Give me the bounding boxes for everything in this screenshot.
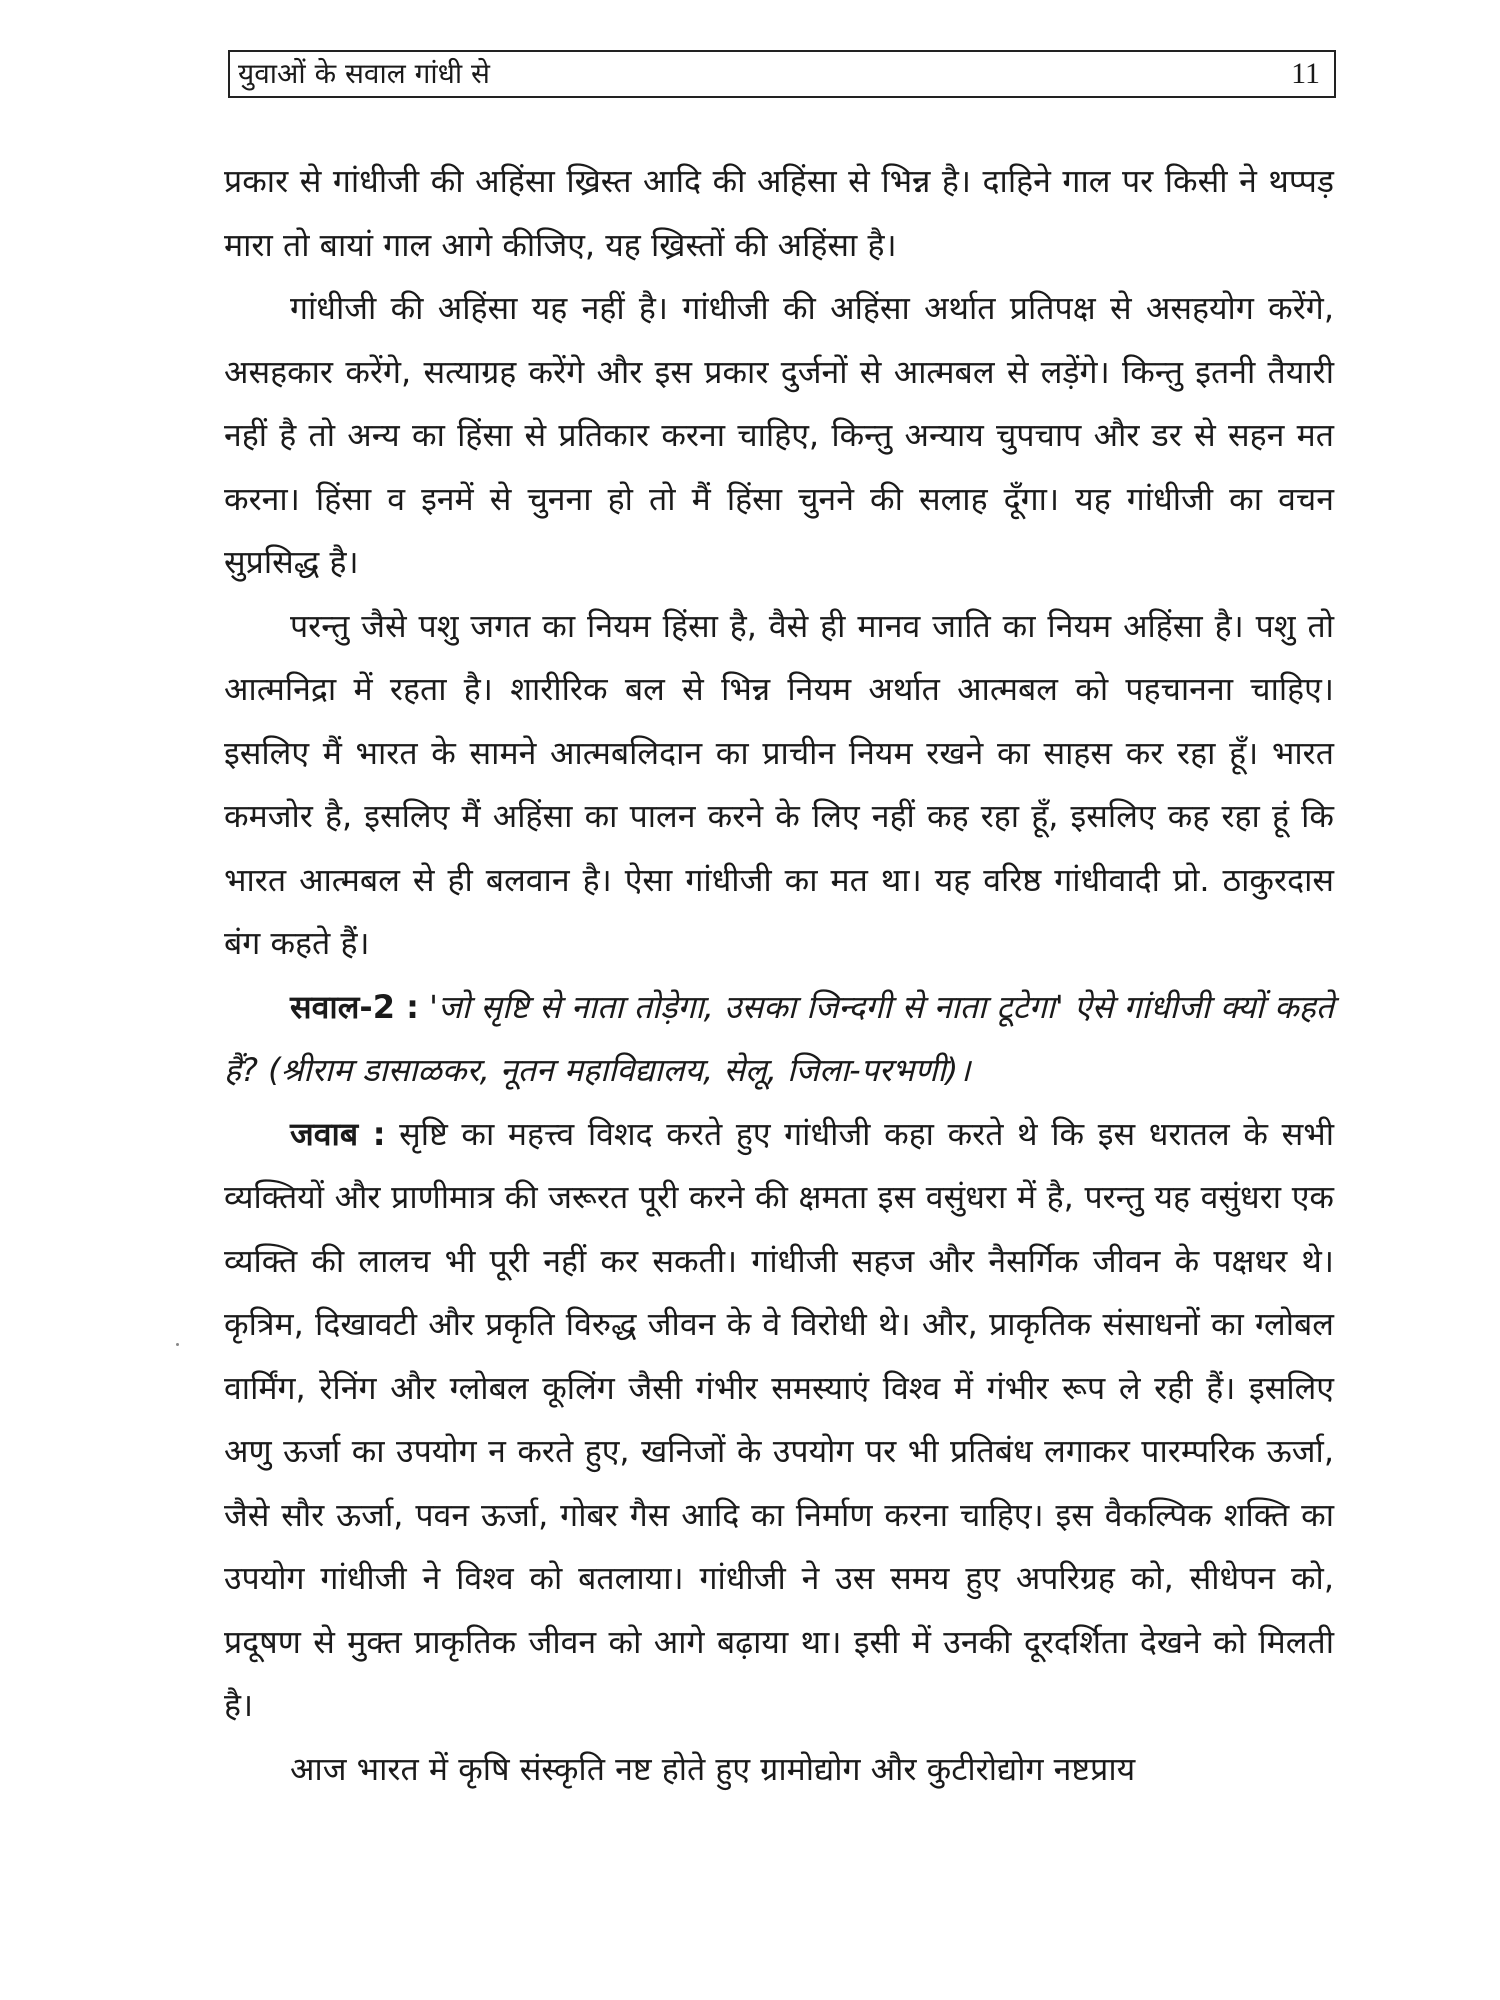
- scan-dot: [176, 1343, 179, 1346]
- body-text: [224, 150, 1334, 1801]
- paragraph-atmabal: परन्तु जैसे पशु जगत का नियम हिंसा है, वैसे ही मानव जाति का नियम अहिंसा है। पशु तो आत्मनिद्रा में रहता है। शारीरिक बल से भिन्न नियम अर्थात आत्मबल को पहचानना चाहिए। इसलिए मैं भारत के सामने आत्मबलिदान का प्राचीन नियम रखने का साहस कर रहा हूँ। भारत कमजोर है, इसलिए मैं अहिंसा का पालन करने के लिए नहीं कह रहा हूँ, इसलिए कह रहा हूं कि भारत आत्मबल से ही बलवान है। ऐसा गांधीजी का मत था। यह वरिष्ठ गांधीवादी प्रो. ठाकुरदास बंग कहते हैं।: [224, 606, 1334, 962]
- question-text: 'जो सृष्टि से नाता तोड़ेगा, उसका जिन्दगी से नाता टूटेगा' ऐसे गांधीजी क्यों कहते हैं? (श्रीराम डासाळकर, नूतन महाविद्यालय, सेलू, जिला-परभणी)।: [224, 987, 1334, 1089]
- answer-label: जवाब :: [290, 1114, 386, 1153]
- question-label: सवाल-2 :: [290, 987, 419, 1026]
- book-title: युवाओं के सवाल गांधी से: [238, 57, 490, 90]
- question-2: [224, 976, 1334, 1103]
- answer-text: सृष्टि का महत्त्व विशद करते हुए गांधीजी कहा करते थे कि इस धरातल के सभी व्यक्तियों और प्राणीमात्र की जरूरत पूरी करने की क्षमता इस वसुंधरा में है, परन्तु यह वसुंधरा एक व्यक्ति की लालच भी पूरी नहीं कर सकती। गांधीजी सहज और नैसर्गिक जीवन के पक्षधर थे। कृत्रिम, दिखावटी और प्रकृति विरुद्ध जीवन के वे विरोधी थे। और, प्राकृतिक संसाधनों का ग्लोबल वार्मिंग, रेनिंग और ग्लोबल कूलिंग जैसी गंभीर समस्याएं विश्व में गंभीर रूप ले रही हैं। इसलिए अणु ऊर्जा का उपयोग न करते हुए, खनिजों के उपयोग पर भी प्रतिबंध लगाकर पारम्परिक ऊर्जा, जैसे सौर ऊर्जा, पवन ऊर्जा, गोबर गैस आदि का निर्माण करना चाहिए। इस वैकल्पिक शक्ति का उपयोग गांधीजी ने विश्व को बतलाया। गांधीजी ने उस समय हुए अपरिग्रह को, सीधेपन को, प्रदूषण से मुक्त प्राकृतिक जीवन को आगे बढ़ाया था। इसी में उनकी दूरदर्शिता देखने को मिलती है।: [224, 1114, 1334, 1724]
- page-number: 11: [1291, 57, 1320, 90]
- paragraph-ahimsa-definition: गांधीजी की अहिंसा यह नहीं है। गांधीजी की अहिंसा अर्थात प्रतिपक्ष से असहयोग करेंगे, असहकार करेंगे, सत्याग्रह करेंगे और इस प्रकार दुर्जनों से आत्मबल से लड़ेंगे। किन्तु इतनी तैयारी नहीं है तो अन्य का हिंसा से प्रतिकार करना चाहिए, किन्तु अन्याय चुपचाप और डर से सहन मत करना। हिंसा व इनमें से चुनना हो तो मैं हिंसा चुनने की सलाह दूँगा। यह गांधीजी का वचन सुप्रसिद्ध है।: [224, 289, 1334, 581]
- paragraph-last: आज भारत में कृषि संस्कृति नष्ट होते हुए ग्रामोद्योग और कुटीरोद्योग नष्टप्राय: [290, 1749, 1136, 1788]
- paragraph-continuation: प्रकार से गांधीजी की अहिंसा ख्रिस्त आदि की अहिंसा से भिन्न है। दाहिने गाल पर किसी ने थप्पड़ मारा तो बायां गाल आगे कीजिए, यह ख्रिस्तों की अहिंसा है।: [224, 162, 1334, 264]
- running-header: [228, 50, 1336, 98]
- answer-2: [224, 1103, 1334, 1738]
